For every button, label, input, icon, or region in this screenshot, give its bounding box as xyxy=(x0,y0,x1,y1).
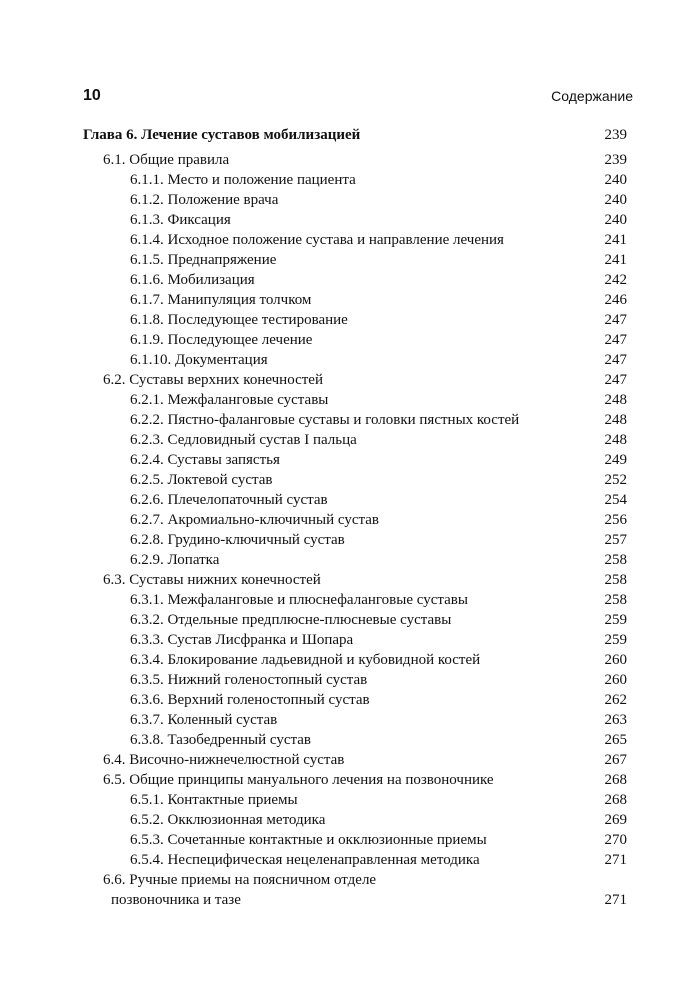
toc-section-entry xyxy=(83,750,627,770)
toc-entry-page: 271 xyxy=(604,852,627,868)
toc-entry-page: 240 xyxy=(604,192,627,208)
toc-entry-page: 248 xyxy=(604,412,627,428)
toc-entry-title: 6.5. Общие принципы мануального лечения на позвоночнике xyxy=(103,772,494,788)
toc-entry-title: 6.4. Височно-нижнечелюстной сустав xyxy=(103,752,345,768)
toc-entry-title: 6.2.4. Суставы запястья xyxy=(130,452,280,468)
toc-subsection-entry xyxy=(83,790,627,810)
toc-entry-page: 257 xyxy=(604,532,627,548)
toc-subsection-entry xyxy=(83,510,627,530)
toc-subsection-entry xyxy=(83,310,627,330)
toc-entry-page: 256 xyxy=(604,512,627,528)
toc-entry-title: 6.1.3. Фиксация xyxy=(130,212,231,228)
toc-entry-page: 239 xyxy=(604,152,627,168)
toc-entry-title-line: 6.6. Ручные приемы на поясничном отделе xyxy=(103,872,377,888)
toc-subsection-entry xyxy=(83,550,627,570)
toc-entry-page: 252 xyxy=(604,472,627,488)
toc-entry-title: 6.3.8. Тазобедренный сустав xyxy=(130,732,311,748)
toc-subsection-entry xyxy=(83,610,627,630)
chapter-title: Глава 6. Лечение суставов мобилизацией xyxy=(83,127,361,143)
toc-entry-page: 270 xyxy=(604,832,627,848)
toc-entry-title: 6.3.2. Отдельные предплюсне-плюсневые суставы xyxy=(130,612,452,628)
table-of-contents xyxy=(83,126,627,910)
toc-entry-title: 6.3.4. Блокирование ладьевидной и кубовидной костей xyxy=(130,652,481,668)
toc-entry-page: 260 xyxy=(604,652,627,668)
toc-entry-page: 262 xyxy=(604,692,627,708)
page-number: 10 xyxy=(83,87,101,104)
toc-subsection-entry xyxy=(83,710,627,730)
toc-entry-title xyxy=(103,870,627,910)
toc-entry-title: 6.5.1. Контактные приемы xyxy=(130,792,298,808)
toc-subsection-entry xyxy=(83,170,627,190)
toc-section-entry xyxy=(83,870,627,910)
toc-subsection-entry xyxy=(83,670,627,690)
toc-entry-title: 6.2. Суставы верхних конечностей xyxy=(103,372,323,388)
toc-entry-page: 265 xyxy=(604,732,627,748)
toc-subsection-entry xyxy=(83,230,627,250)
toc-subsection-entry xyxy=(83,350,627,370)
toc-entry-title: 6.1.6. Мобилизация xyxy=(130,272,255,288)
toc-entry-title: 6.2.6. Плечелопаточный сустав xyxy=(130,492,328,508)
toc-entry-title: 6.1.5. Преднапряжение xyxy=(130,252,277,268)
toc-subsection-entry xyxy=(83,650,627,670)
toc-subsection-entry xyxy=(83,730,627,750)
toc-subsection-entry xyxy=(83,270,627,290)
toc-entry-page: 267 xyxy=(604,752,627,768)
toc-section-entry xyxy=(83,150,627,170)
chapter-page: 239 xyxy=(604,127,627,143)
running-head: Содержание xyxy=(551,88,633,104)
toc-chapter-entry xyxy=(83,126,627,150)
toc-subsection-entry xyxy=(83,850,627,870)
toc-subsection-entry xyxy=(83,410,627,430)
toc-subsection-entry xyxy=(83,430,627,450)
toc-entry-title: 6.5.4. Неспецифическая нецеленаправленная методика xyxy=(130,852,480,868)
toc-subsection-entry xyxy=(83,450,627,470)
toc-entry-page: 242 xyxy=(604,272,627,288)
toc-subsection-entry xyxy=(83,690,627,710)
toc-entry-page: 248 xyxy=(604,432,627,448)
toc-entry-page: 241 xyxy=(604,252,627,268)
toc-subsection-entry xyxy=(83,250,627,270)
toc-entry-title: 6.1. Общие правила xyxy=(103,152,230,168)
toc-entry-title: 6.3.5. Нижний голеностопный сустав xyxy=(130,672,368,688)
toc-section-entry xyxy=(83,570,627,590)
toc-subsection-entry xyxy=(83,530,627,550)
toc-entry-page: 240 xyxy=(604,172,627,188)
toc-entry-title: 6.3. Суставы нижних конечностей xyxy=(103,572,321,588)
toc-entry-title: 6.3.6. Верхний голеностопный сустав xyxy=(130,692,370,708)
toc-entry-title: 6.2.1. Межфаланговые суставы xyxy=(130,392,329,408)
toc-entry-page: 258 xyxy=(604,552,627,568)
toc-entry-title: 6.1.1. Место и положение пациента xyxy=(130,172,356,188)
toc-entry-title-continuation: позвоночника и тазе xyxy=(111,892,241,908)
toc-entry-page: 269 xyxy=(604,812,627,828)
toc-entry-page: 247 xyxy=(604,352,627,368)
toc-entry-page: 248 xyxy=(604,392,627,408)
toc-entry-title: 6.2.9. Лопатка xyxy=(130,552,220,568)
toc-subsection-entry xyxy=(83,210,627,230)
toc-section-entry xyxy=(83,370,627,390)
toc-entry-page: 263 xyxy=(604,712,627,728)
toc-subsection-entry xyxy=(83,190,627,210)
toc-subsection-entry xyxy=(83,810,627,830)
toc-entry-page: 247 xyxy=(604,372,627,388)
toc-subsection-entry xyxy=(83,590,627,610)
toc-entry-title: 6.1.10. Документация xyxy=(130,352,268,368)
toc-entry-page: 259 xyxy=(604,612,627,628)
toc-entry-page: 241 xyxy=(604,232,627,248)
toc-subsection-entry xyxy=(83,830,627,850)
toc-entry-title: 6.1.2. Положение врача xyxy=(130,192,279,208)
toc-entry-title: 6.3.3. Сустав Лисфранка и Шопара xyxy=(130,632,354,648)
toc-entry-title: 6.1.4. Исходное положение сустава и направление лечения xyxy=(130,232,504,248)
toc-entry-page: 247 xyxy=(604,332,627,348)
toc-entry-page: 268 xyxy=(604,792,627,808)
toc-entry-title: 6.3.1. Межфаланговые и плюснефаланговые суставы xyxy=(130,592,468,608)
toc-entry-page: 240 xyxy=(604,212,627,228)
toc-entry-page: 271 xyxy=(604,892,627,908)
toc-entry-page: 254 xyxy=(604,492,627,508)
toc-entry-page: 249 xyxy=(604,452,627,468)
toc-entry-title: 6.2.8. Грудино-ключичный сустав xyxy=(130,532,345,548)
toc-subsection-entry xyxy=(83,290,627,310)
toc-entry-title: 6.1.8. Последующее тестирование xyxy=(130,312,348,328)
toc-entry-page: 259 xyxy=(604,632,627,648)
toc-entry-title: 6.2.2. Пястно-фаланговые суставы и головки пястных костей xyxy=(130,412,520,428)
toc-entry-page: 247 xyxy=(604,312,627,328)
toc-entry-title: 6.2.3. Седловидный сустав I пальца xyxy=(130,432,357,448)
toc-entry-title: 6.1.9. Последующее лечение xyxy=(130,332,313,348)
toc-entry-page: 246 xyxy=(604,292,627,308)
toc-subsection-entry xyxy=(83,390,627,410)
toc-entry-title: 6.1.7. Манипуляция толчком xyxy=(130,292,312,308)
toc-section-entry xyxy=(83,770,627,790)
toc-subsection-entry xyxy=(83,630,627,650)
toc-entry-page: 260 xyxy=(604,672,627,688)
toc-entry-title: 6.5.3. Сочетанные контактные и окклюзионные приемы xyxy=(130,832,487,848)
toc-entry-title: 6.2.7. Акромиально-ключичный сустав xyxy=(130,512,379,528)
toc-entry-title: 6.3.7. Коленный сустав xyxy=(130,712,278,728)
toc-entry-page: 268 xyxy=(604,772,627,788)
toc-entry-page: 258 xyxy=(604,572,627,588)
toc-entry-title: 6.5.2. Окклюзионная методика xyxy=(130,812,326,828)
toc-subsection-entry xyxy=(83,330,627,350)
toc-entry-page: 258 xyxy=(604,592,627,608)
toc-subsection-entry xyxy=(83,470,627,490)
toc-subsection-entry xyxy=(83,490,627,510)
toc-entry-title: 6.2.5. Локтевой сустав xyxy=(130,472,273,488)
